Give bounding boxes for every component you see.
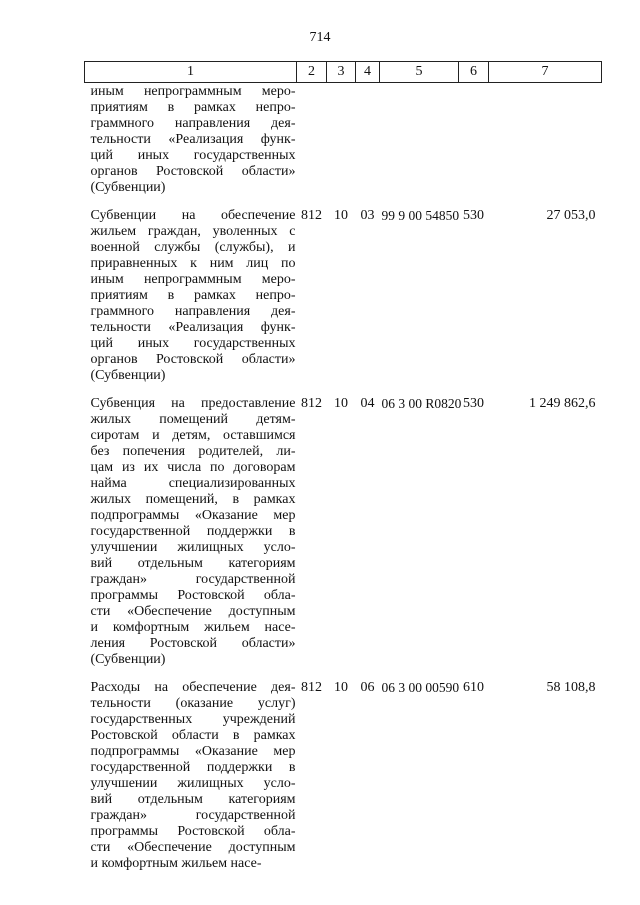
description-line: вий отдельным категориям — [90, 792, 296, 807]
target-article-code: 06 3 00 R0820 — [381, 396, 462, 411]
description-line: граждан» государственной — [90, 572, 296, 587]
amount-value: 58 108,8 — [546, 680, 596, 695]
subsection-code — [356, 83, 380, 209]
description-line: Ростовской области в рамках — [90, 728, 296, 743]
description-line: и комфортным жильем насе- — [90, 620, 296, 635]
ministry-code: 812 — [301, 680, 322, 695]
description-line: ций иных государственных — [90, 336, 296, 351]
section-code — [327, 83, 356, 209]
ministry-code: 812 — [301, 396, 322, 411]
description-line: Субвенции на обеспечение — [90, 208, 296, 223]
row-description — [85, 680, 297, 884]
description-line: органов Ростовской области» — [90, 352, 296, 367]
description-line: Расходы на обеспечение дея- — [90, 680, 296, 695]
table-row — [85, 208, 602, 396]
column-header: 1 — [85, 62, 297, 83]
description-line: тельности «Реализация функ- — [90, 132, 296, 147]
expense-type-code: 530 — [463, 208, 484, 223]
description-line: приятиям в рамках непро- — [90, 100, 296, 115]
amount-value: 1 249 862,6 — [529, 396, 596, 411]
description-line: подпрограммы «Оказание мер — [90, 744, 296, 759]
ministry-code — [297, 83, 327, 209]
description-line: сти «Обеспечение доступным — [90, 840, 296, 855]
description-line: Субвенция на предоставление — [90, 396, 296, 411]
target-article-code: 99 9 00 54850 — [381, 208, 460, 223]
description-line: подпрограммы «Оказание мер — [90, 508, 296, 523]
column-header: 4 — [356, 62, 380, 83]
description-line: улучшении жилищных усло- — [90, 776, 296, 791]
description-line: приятиям в рамках непро- — [90, 288, 296, 303]
description-line: приравненных к ним лиц по — [90, 256, 296, 271]
description-line: вий отдельным категориям — [90, 556, 296, 571]
table-header-row — [85, 62, 602, 83]
description-line: военной службы (службы), и — [90, 240, 296, 255]
description-line: (Субвенции) — [90, 368, 166, 383]
description-line: сти «Обеспечение доступным — [90, 604, 296, 619]
description-line: ций иных государственных — [90, 148, 296, 163]
amount-value — [489, 83, 602, 209]
description-line: иным непрограммным меро- — [90, 272, 296, 287]
row-description — [85, 208, 297, 396]
description-line: жилых помещений, в рамках — [90, 492, 296, 507]
target-article-code: 06 3 00 00590 — [381, 680, 460, 695]
description-line: жильем граждан, уволенных с — [90, 224, 296, 239]
description-line: улучшении жилищных усло- — [90, 540, 296, 555]
description-line: ления Ростовской области» — [90, 636, 296, 651]
description-line: (Субвенции) — [90, 652, 166, 667]
page-number: 714 — [309, 30, 331, 45]
description-line: программы Ростовской обла- — [90, 824, 296, 839]
table-row — [85, 680, 602, 884]
column-header: 6 — [459, 62, 489, 83]
column-header: 3 — [327, 62, 356, 83]
column-header: 2 — [297, 62, 327, 83]
description-line: граммного направления дея- — [90, 304, 296, 319]
subsection-code: 03 — [360, 208, 375, 223]
row-description — [85, 396, 297, 680]
description-line: государственной поддержки в — [90, 760, 296, 775]
expense-type-code: 530 — [463, 396, 484, 411]
description-line: (Субвенции) — [90, 180, 166, 195]
section-code: 10 — [334, 680, 348, 695]
description-line: найма специализированных — [90, 476, 296, 491]
expense-type-code — [459, 83, 489, 209]
description-line: иным непрограммным меро- — [90, 84, 296, 99]
description-line: без попечения родителей, ли- — [90, 444, 296, 459]
column-header: 5 — [380, 62, 459, 83]
column-header: 7 — [489, 62, 602, 83]
ministry-code: 812 — [301, 208, 322, 223]
subsection-code: 06 — [360, 680, 375, 695]
description-line: граммного направления дея- — [90, 116, 296, 131]
amount-value: 27 053,0 — [546, 208, 596, 223]
description-line: граждан» государственной — [90, 808, 296, 823]
row-description — [85, 83, 297, 209]
target-article-code — [380, 83, 459, 209]
expense-type-code: 610 — [463, 680, 484, 695]
section-code: 10 — [334, 396, 348, 411]
table-body — [85, 83, 602, 885]
description-line: тельности «Реализация функ- — [90, 320, 296, 335]
description-line: сиротам и детям, оставшимся — [90, 428, 296, 443]
description-line: программы Ростовской обла- — [90, 588, 296, 603]
section-code: 10 — [334, 208, 348, 223]
description-line: жилых помещений детям- — [90, 412, 296, 427]
table-row — [85, 83, 602, 209]
subsection-code: 04 — [360, 396, 375, 411]
description-line: и комфортным жильем насе- — [90, 856, 262, 871]
description-line: государственной поддержки в — [90, 524, 296, 539]
table-row — [85, 396, 602, 680]
description-line: органов Ростовской области» — [90, 164, 296, 179]
description-line: тельности (оказание услуг) — [90, 696, 296, 711]
description-line: цам из их числа по договорам — [90, 460, 296, 475]
budget-table — [84, 61, 602, 884]
description-line: государственных учреждений — [90, 712, 296, 727]
